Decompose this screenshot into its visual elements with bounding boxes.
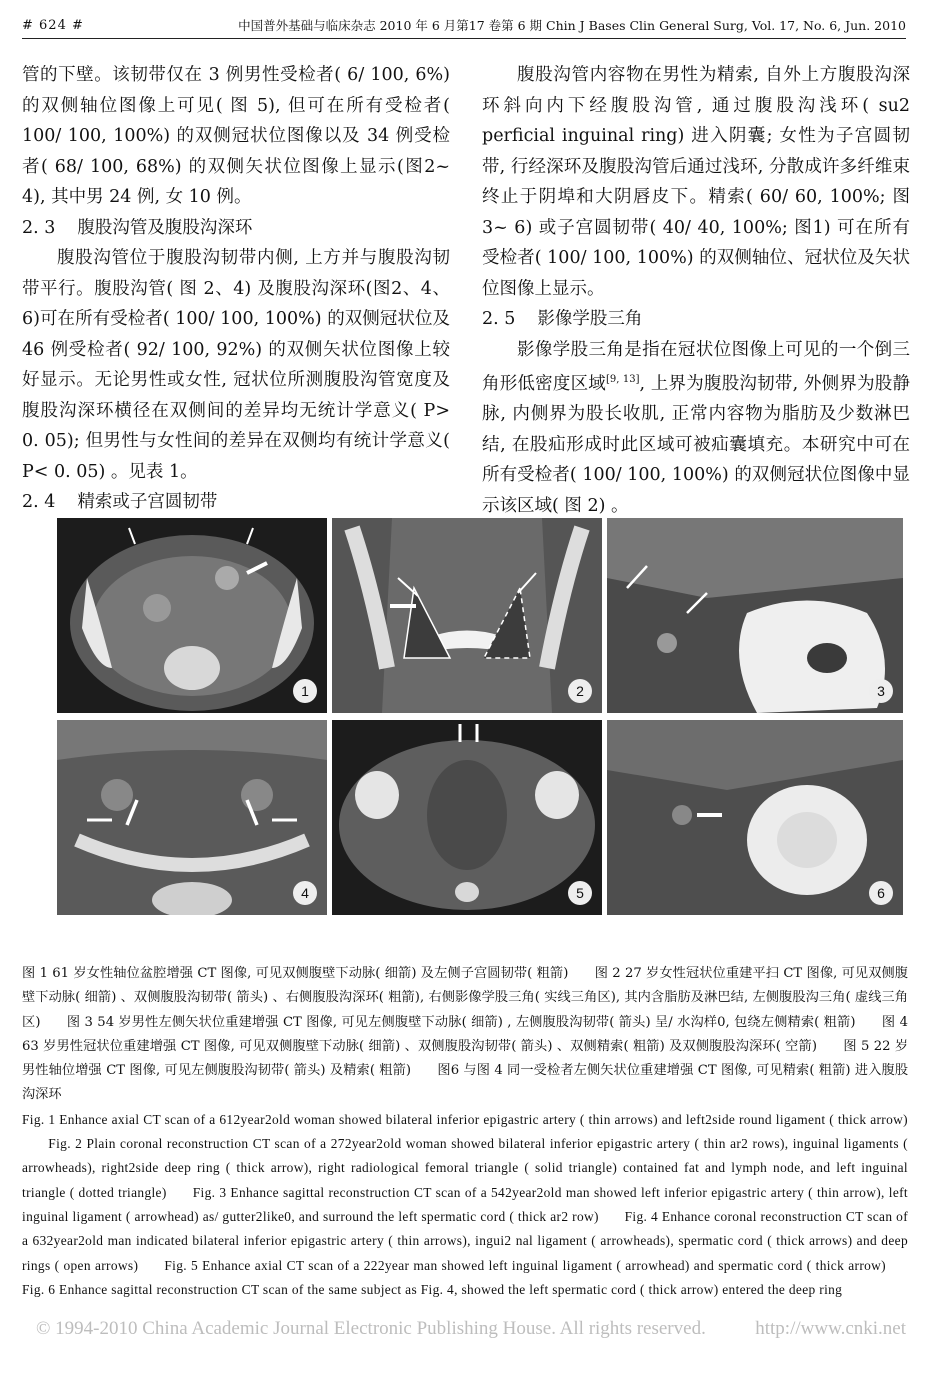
site-url: http://www.cnki.net (755, 1318, 906, 1339)
caption-en-item: Fig. 2 Plain coronal reconstruction CT scan of a 272year2old woman showed bilateral inferior epigastric artery ( thin ar2 rows), inguinal ligaments ( arrowheads), right2side deep ring ( thick arrow), right radiological femoral triangle ( solid triangle) contained fat and lymph node, and left inguinal triangle ( dotted triangle) (22, 1136, 908, 1200)
panel-label: 5 (568, 881, 592, 905)
panel-label: 3 (869, 679, 893, 703)
panel-label: 6 (869, 881, 893, 905)
caption-en-item: Fig. 4 Enhance coronal reconstruction CT scan of a 632year2old man indicated bilateral inferior epigastric artery ( thin arrows), ingui2 nal ligament ( arrowheads), spermatic cord ( thick arrows) and deep rings ( open arrows) (22, 1208, 908, 1273)
paragraph (482, 335, 910, 522)
ct-image-panel-5 (332, 720, 602, 915)
caption-zh-item: 图 1 61 岁女性轴位盆腔增强 CT 图像, 可见双侧腹壁下动脉( 细箭) 及左侧子宫圆韧带( 粗箭) (22, 966, 569, 981)
paragraph: 腹股沟管位于腹股沟韧带内侧, 上方并与腹股沟韧带平行。腹股沟管( 图 2、4) 及腹股沟深环(图2、4、6)可在所有受检者( 100/ 100, 100%) 的双侧冠状位及 46 例受检者( 92/ 100, 92%) 的双侧矢状位图像上较好显示。无论男性或女性, 冠状位所测腹股沟管宽度及腹股沟深环横径在双侧间的差异均无统计学意义( P> 0. 05); 但男性与女性间的差异在双侧均有统计学意义( P< 0. 05) 。见表 1。 (22, 248, 450, 482)
caption-zh-item: 图6 与图 4 同一受检者左侧矢状位重建增强 CT 图像, 可见精索( 粗箭) 进入腹股沟深环 (22, 1063, 909, 1103)
ct-image-panel-3 (607, 518, 903, 713)
panel-label: 2 (568, 679, 592, 703)
caption-en-item: Fig. 3 Enhance sagittal reconstruction CT scan of a 542year2old man showed left inferior epigastric artery ( thin arrow), left inguinal ligament ( arrowhead) as/ gutter2like0, and surround the left spermatic cord ( thick ar2 row) (22, 1184, 908, 1224)
text-run: , 上界为腹股沟韧带, 外侧界为股静脉, 内侧界为股长收肌, 正常内容物为脂肪及少数淋巴结, 在股疝形成时此区域可被疝囊填充。本研究中可在所有受检者( 100/ 100, 100%) 的双侧冠状位图像中显示该区域( 图 2) 。 (482, 373, 911, 516)
ct-image-panel-6 (607, 720, 903, 915)
section-heading (482, 304, 910, 335)
caption-zh-item: 图 4 63 岁男性冠状位重建增强 CT 图像, 可见双侧腹壁下动脉( 细箭) 、双侧腹股沟韧带( 箭头) 、双侧精索( 粗箭) 及双侧腹股沟深环( 空箭) (22, 1014, 908, 1054)
section-title: 精索或子宫圆韧带 (77, 492, 218, 512)
ct-image-3 (607, 518, 903, 713)
journal-citation: 中国普外基础与临床杂志 2010 年 6 月第17 卷第 6 期 Chin J Bases Clin General Surg, Vol. 17, No. 6, Jun. 2010 (238, 18, 906, 33)
paragraph: 腹股沟管内容物在男性为精索, 自外上方腹股沟深环斜向内下经腹股沟管, 通过腹股沟浅环( su2 perficial inguinal ring) 进入阴囊; 女性为子宫圆韧带, 行经深环及腹股沟管后通过浅环, 分散成许多纤维束终止于阴埠和大阴唇皮下。精索( 60/ 60, 100%; 图3~ 6) 或子宫圆韧带( 40/ 40, 100%; 图1) 可在所有受检者( 100/ 100, 100%) 的双侧轴位、冠状位及矢状位图像上显示。 (482, 65, 910, 299)
figure-caption (22, 962, 908, 1302)
running-header (22, 12, 906, 39)
ct-image-4 (57, 720, 327, 915)
section-number: 2. 5 (482, 309, 516, 329)
caption-zh-item: 图 5 22 岁男性轴位增强 CT 图像, 可见左侧腹股沟韧带( 箭头) 及精索( 粗箭) (22, 1038, 909, 1079)
ct-image-5 (332, 720, 602, 915)
ct-figure-grid (57, 518, 903, 915)
caption-zh-item: 图 2 27 岁女性冠状位重建平扫 CT 图像, 可见双侧腹壁下动脉( 细箭) 、双侧腹股沟韧带( 箭头) 、右侧腹股沟深环( 粗箭), 右侧影像学股三角( 实线三角区), 其内含脂肪及淋巴结, 左侧腹股沟三角( 虚线三角区) (22, 966, 908, 1030)
section-title: 腹股沟管及腹股沟深环 (77, 217, 253, 238)
section-title: 影像学股三角 (537, 309, 643, 329)
caption-zh-item: 图 3 54 岁男性左侧矢状位重建增强 CT 图像, 可见左侧腹壁下动脉( 细箭) , 左侧腹股沟韧带( 箭头) 呈/ 水沟样0, 包绕左侧精索( 粗箭) (66, 1014, 856, 1030)
ct-image-panel-1 (57, 518, 327, 713)
copyright-text: © 1994-2010 China Academic Journal Electronic Publishing House. All rights reserved. (36, 1318, 706, 1339)
left-column (22, 60, 450, 518)
citation-reference: [9, 13] (606, 374, 640, 385)
caption-en-item: Fig. 5 Enhance axial CT scan of a 222year man showed left inguinal ligament ( arrowhead) and spermatic cord ( thick arrow) (164, 1257, 886, 1273)
ct-image-panel-4 (57, 720, 327, 915)
paragraph: 管的下壁。该韧带仅在 3 例男性受检者( 6/ 100, 6%) 的双侧轴位图像上可见( 图 5), 但可在所有受检者( 100/ 100, 100%) 的双侧冠状位图像以及 34 例受检者( 68/ 100, 68%) 的双侧矢状位图像上显示(图2~ 4), 其中男 24 例, 女 10 例。 (22, 65, 450, 207)
section-heading (22, 487, 450, 518)
section-number: 2. 4 (22, 492, 56, 512)
ct-image-1 (57, 518, 327, 713)
caption-en-item: Fig. 6 Enhance sagittal reconstruction CT scan of the same subject as Fig. 4, showed the left spermatic cord ( thick arrow) entered the deep ring (22, 1281, 843, 1297)
ct-image-6 (607, 720, 903, 915)
panel-label: 1 (293, 679, 317, 703)
ct-image-2 (332, 518, 602, 713)
caption-en-item: Fig. 1 Enhance axial CT scan of a 612year2old woman showed bilateral inferior epigastric artery ( thin arrows) and left2side round ligament ( thick arrow) (22, 1111, 908, 1127)
copyright-watermark (36, 1318, 906, 1340)
section-heading (22, 213, 450, 244)
text-run: 影像学股三角是指在冠状位图像上可见的一个倒三角形低密度区域 (482, 339, 910, 394)
caption-en (22, 1108, 908, 1302)
right-column (482, 60, 910, 521)
panel-label: 4 (293, 881, 317, 905)
caption-zh (22, 962, 908, 1108)
section-number: 2. 3 (22, 217, 56, 238)
page-number: # 624 # (22, 17, 84, 33)
ct-image-panel-2 (332, 518, 602, 713)
